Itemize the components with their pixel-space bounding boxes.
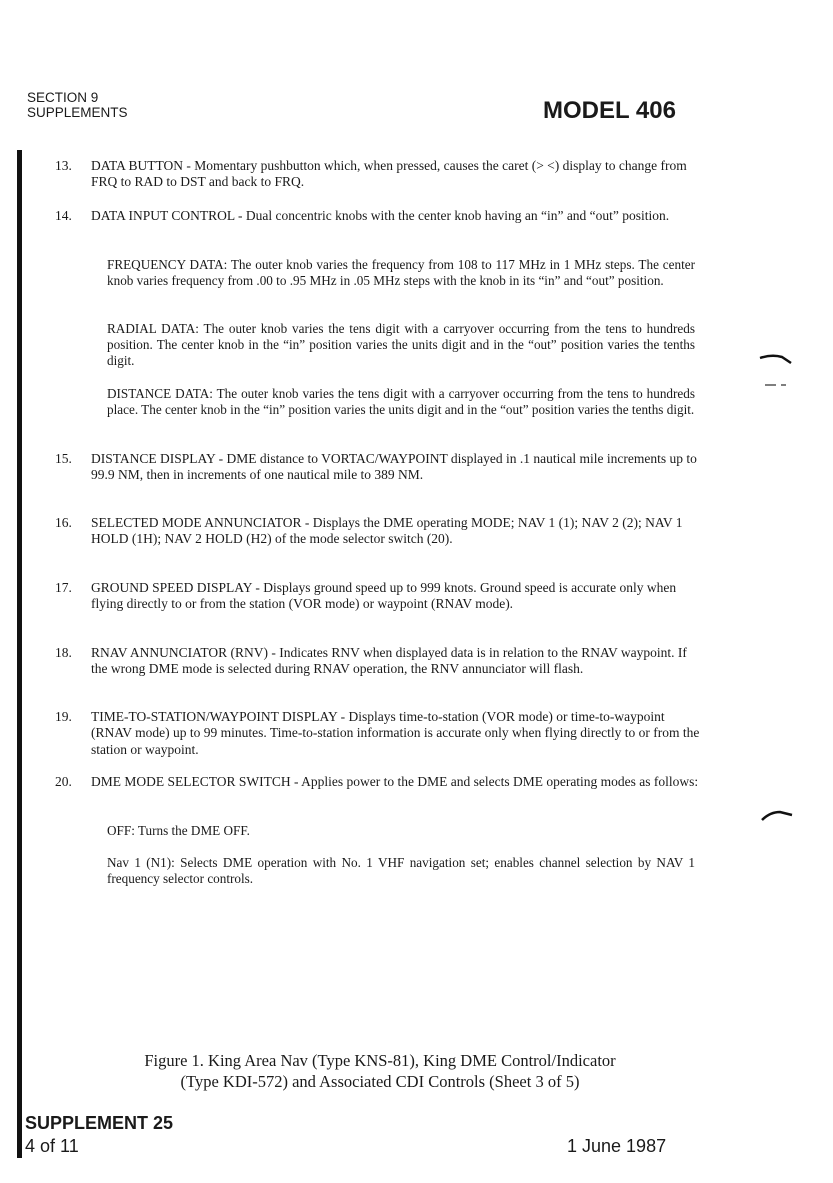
nav1-mode-paragraph: Nav 1 (N1): Selects DME operation with No. 1 VHF navigation set; enables channel selection by NAV 1 frequency selector controls.	[107, 855, 695, 887]
item-text: DATA INPUT CONTROL - Dual concentric knobs with the center knob having an “in” and “out” position.	[91, 208, 670, 223]
revision-date: 1 June 1987	[567, 1136, 667, 1156]
revision-bar	[17, 150, 22, 1158]
item-20	[55, 774, 700, 790]
supplement-label: SUPPLEMENT 25	[25, 1113, 174, 1133]
item-13	[55, 158, 700, 191]
section-subtitle: SUPPLEMENTS	[27, 105, 128, 120]
item-number: 20.	[55, 774, 72, 789]
item-text: DISTANCE DISPLAY - DME distance to VORTAC/WAYPOINT displayed in .1 nautical mile increments up to 99.9 NM, then in increments of one nautical mile to 389 NM.	[91, 451, 697, 483]
item-number: 13.	[55, 158, 72, 173]
item-number: 18.	[55, 645, 72, 660]
caption-line-1: Figure 1. King Area Nav (Type KNS-81), King DME Control/Indicator	[144, 1051, 616, 1070]
item-17	[55, 580, 700, 613]
item-15	[55, 451, 700, 484]
item-text: DATA BUTTON - Momentary pushbutton which, when pressed, causes the caret (> <) display to change from FRQ to RAD to DST and back to FRQ.	[91, 158, 687, 190]
caption-line-2: (Type KDI-572) and Associated CDI Controls (Sheet 3 of 5)	[180, 1072, 580, 1091]
item-number: 16.	[55, 515, 72, 530]
frequency-data-paragraph: FREQUENCY DATA: The outer knob varies the frequency from 108 to 117 MHz in 1 MHz steps. The center knob varies frequency from .00 to .95 MHz in .05 MHz steps with the knob in its “in” and “out” position.	[107, 257, 695, 289]
off-mode-paragraph: OFF: Turns the DME OFF.	[107, 823, 250, 838]
figure-caption	[60, 1050, 700, 1092]
item-16	[55, 515, 700, 548]
item-18	[55, 645, 700, 678]
margin-mark-icon	[758, 352, 794, 366]
margin-dash-icon	[764, 382, 788, 388]
item-19	[55, 709, 700, 758]
section-label	[27, 90, 128, 120]
item-14	[55, 208, 700, 224]
item-text: RNAV ANNUNCIATOR (RNV) - Indicates RNV when displayed data is in relation to the RNAV waypoint. If the wrong DME mode is selected during RNAV operation, the RNV annunciator will flash.	[91, 645, 687, 677]
section-number: SECTION 9	[27, 90, 99, 105]
page-number: 4 of 11	[25, 1136, 79, 1156]
item-number: 19.	[55, 709, 72, 724]
item-number: 17.	[55, 580, 72, 595]
model-title: MODEL 406	[543, 97, 676, 124]
radial-data-paragraph: RADIAL DATA: The outer knob varies the tens digit with a carryover occurring from the tens to hundreds position. The center knob in the “in” position varies the units digit and in the “out” position varies the tenths digit.	[107, 321, 695, 369]
item-text: DME MODE SELECTOR SWITCH - Applies power to the DME and selects DME operating modes as follows:	[91, 774, 699, 789]
item-text: GROUND SPEED DISPLAY - Displays ground speed up to 999 knots. Ground speed is accurate only when flying directly to or from the station (VOR mode) or waypoint (RNAV mode).	[91, 580, 677, 612]
item-number: 15.	[55, 451, 72, 466]
distance-data-paragraph: DISTANCE DATA: The outer knob varies the tens digit with a carryover occurring from the tens to hundreds place. The center knob in the “in” position varies the units digit and in the “out” position varies the tenths digit.	[107, 386, 695, 418]
margin-mark-icon	[760, 808, 794, 822]
item-number: 14.	[55, 208, 72, 223]
item-text: TIME-TO-STATION/WAYPOINT DISPLAY - Displays time-to-station (VOR mode) or time-to-waypoint (RNAV mode) up to 99 minutes. Time-to-station information is accurate only when flying directly to or from the station or waypoint.	[91, 709, 700, 757]
item-text: SELECTED MODE ANNUNCIATOR - Displays the DME operating MODE; NAV 1 (1); NAV 2 (2); NAV 1 HOLD (1H); NAV 2 HOLD (H2) of the mode selector switch (20).	[91, 515, 683, 547]
